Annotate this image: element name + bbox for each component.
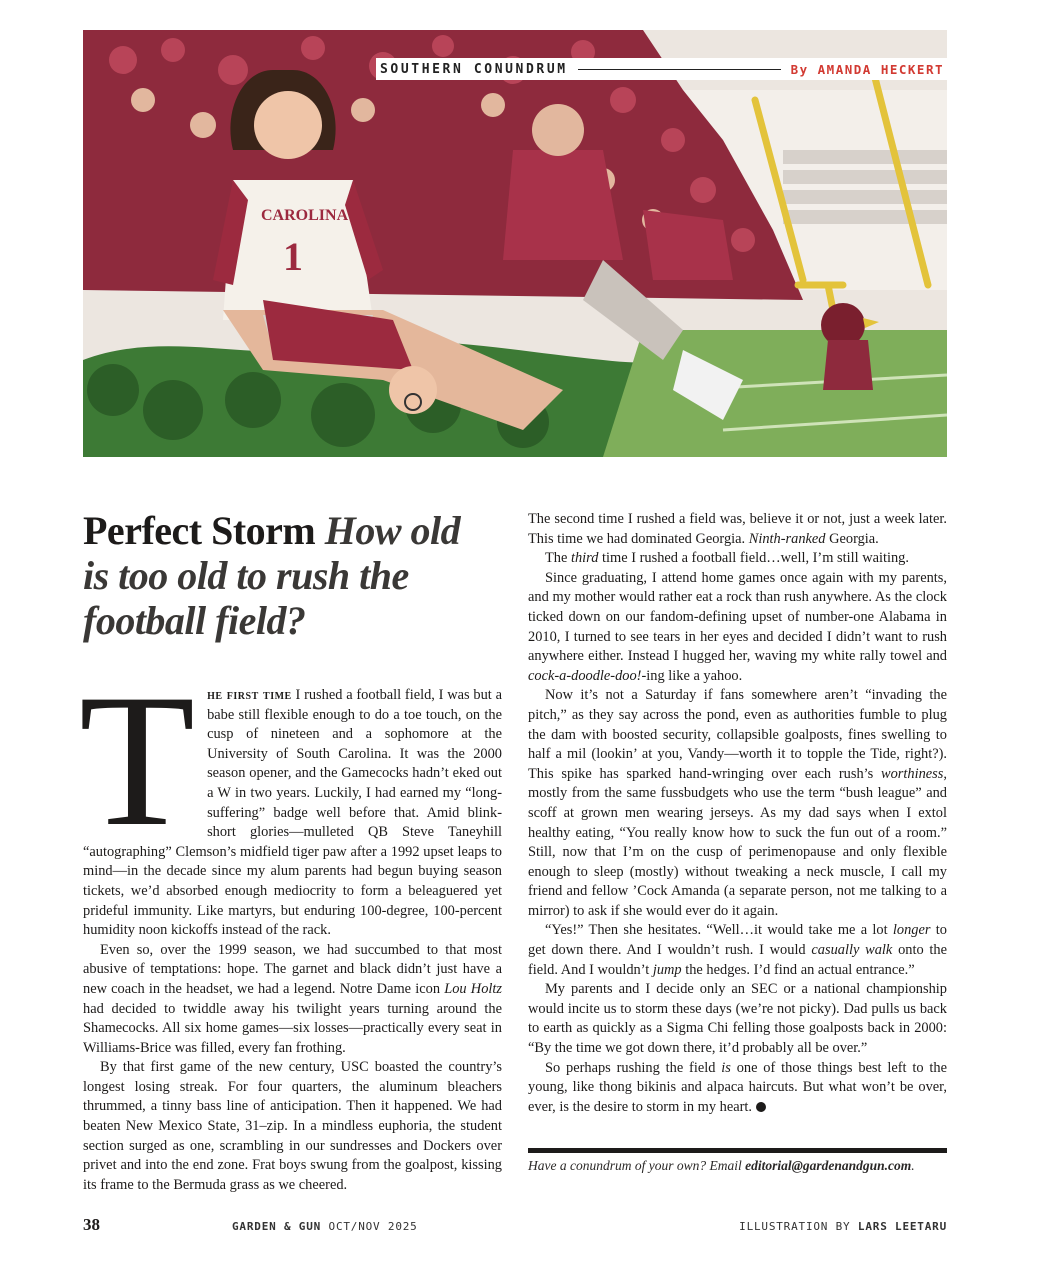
jersey-number: 1: [283, 234, 303, 279]
page-number: 38: [83, 1215, 100, 1234]
tagline-rule: [528, 1148, 947, 1153]
paragraph-7: Now it’s not a Saturday if fans somewhere aren’t “invading the pitch,” as they say across the pond, even as authorities fumble to plug the dam with boosted security, collapsible goalposts, fines swelling to half a mil (lookin’ at you, Vandy—worth it to topple the Tide, right?). This spike has sparked hand-wringing over each rush’s worthiness, mostly from the same fussbudgets who use the term “bush league” and scoff at grown men wearing jerseys. As my dad says when I extol healthy eating, “You really know how to suck the fun out of a room.” Still, now that I’m on the cusp of perimenopause and only flexible enough to sleep (mostly) without tweaking a neck muscle, I call my friend and fellow ’Cock Amanda (a separate person, not me talking to a mirror) to ask if she would ever do it again.: [528, 687, 947, 919]
paragraph-6: Since graduating, I attend home games once again with my parents, and my mother would rather eat a rock than rush anywhere. As the clock ticked down on our fandom-defining upset of number-one Alabama in 2010, I turned to see tears in her eyes and decided I didn’t want to rush anywhere either. Instead I hugged her, waving my white rally towel and cock-a-doodle-doo!-ing like a yahoo.: [528, 569, 947, 684]
jersey-text: CAROLINA: [261, 207, 349, 224]
magazine-credit: GARDEN & GUN OCT/NOV 2025: [232, 1220, 418, 1233]
end-mark-icon: [756, 1102, 766, 1112]
paragraph-5: The third time I rushed a football field…well, I’m still waiting.: [545, 550, 909, 567]
paragraph-10: So perhaps rushing the field is one of those things best left to the young, like thong bikinis and alpaca haircuts. But what won’t be over, ever, is the desire to storm in my heart.: [528, 1059, 947, 1115]
headline-title: Perfect Storm: [83, 508, 316, 553]
section-title: SOUTHERN CONUNDRUM: [380, 61, 568, 77]
headline-deck: How old is too old to rush the football field?: [83, 508, 461, 643]
hero-illustration: [83, 30, 947, 457]
lead-in: he first time: [207, 687, 292, 703]
drop-cap: T: [79, 656, 196, 866]
headline: [83, 508, 483, 643]
tagline: Have a conundrum of your own? Email editorial@gardenandgun.com.: [528, 1158, 915, 1173]
paragraph-1: The first time I rushed a football field, I was but a babe still flexible enough to do a toe touch, on the cusp of nineteen and a sophomore at the University of South Carolina. It was the 2000 season opener, and the Gamecocks hadn’t eked out a W in two years. Luckily, I had earned my “long-suffering” badge well before that. Amid blink-short glories—mulleted QB Steve Taneyhill “autographing” Clemson’s midfield tiger paw after a 1992 upset leaps to mind—in the decade since my alum parents had begun buying season tickets, we’d absorbed enough mediocrity to form a beleaguered yet prideful immunity. Like martyrs, but enduring 100-degree, 100-percent humidity noon kickoffs instead of the rack.: [79, 656, 502, 939]
paragraph-2: Even so, over the 1999 season, we had succumbed to that most abusive of temptations: hope. The garnet and black didn’t just have a new coach in the headset, we had a legend. Notre Dame icon Lou Holtz had decided to twiddle away his twilight years turning around the Shamecocks. All six home games—six losses—practically every seat in Williams-Brice was filled, every fan frothing.: [83, 941, 502, 1056]
article-column-right: [528, 510, 947, 1117]
field-rush-illustration: [83, 30, 947, 457]
paragraph-9: My parents and I decide only an SEC or a national championship would incite us to storm these days (we’re not picky). Dad pulls us back to earth as quickly as a Sigma Chi felling those goalposts back in 2000: “By the time we got down there, it’d probably all be over.”: [528, 981, 947, 1057]
kicker-divider: [578, 69, 781, 70]
byline: By AMANDA HECKERT: [790, 61, 944, 77]
paragraph-8: “Yes!” Then she hesitates. “Well…it would take me a lot longer to get down there. And I wouldn’t rush. I would casually walk onto the field. And I wouldn’t jump the hedges. I’d find an actual entrance.”: [528, 922, 947, 978]
illustration-credit: ILLUSTRATION BY LARS LEETARU: [739, 1220, 947, 1233]
article-column-left: [79, 656, 502, 1195]
paragraph-4: The second time I rushed a field was, believe it or not, just a week later. This time we had dominated Georgia. Ninth-ranked Georgia.: [528, 511, 947, 547]
email-link[interactable]: editorial@gardenandgun.com: [745, 1158, 912, 1173]
paragraph-3: By that first game of the new century, USC boasted the country’s longest losing streak. For four quarters, the aluminum bleachers thrummed, a tinny bass line of anticipation. Then it happened. We had beaten New Mexico State, 31–zip. In a mindless euphoria, the student section surged as one, scrambling in our sundresses and Dockers over privet and into the end zone. Frat boys swung from the goalpost, kissing its frame to the Bermuda grass as we cheered.: [83, 1059, 502, 1193]
section-kicker: [376, 58, 948, 80]
